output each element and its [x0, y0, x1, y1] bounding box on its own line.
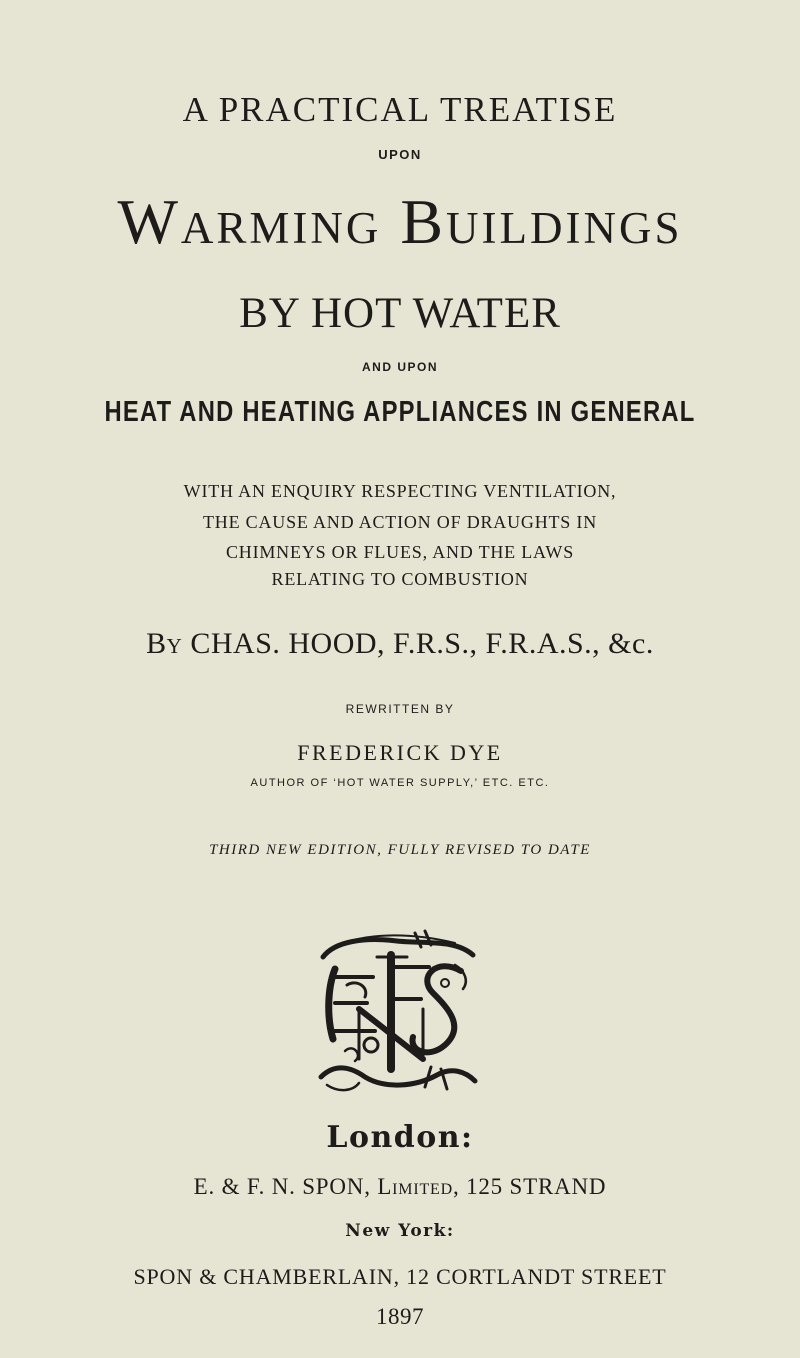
title-line-warming-buildings: Warming Buildings [117, 186, 683, 257]
reviser-note: AUTHOR OF ‘HOT WATER SUPPLY,’ ETC. ETC. [250, 777, 550, 789]
title-and-upon: AND UPON [361, 360, 438, 374]
imprint-london-publisher-limited: Limited, [377, 1174, 460, 1199]
subtitle-line-2: THE CAUSE AND ACTION OF DRAUGHTS IN [202, 512, 597, 532]
imprint-newyork-label: New York: [345, 1221, 455, 1241]
imprint-london-publisher-prefix: E. & F. N. SPON, [193, 1174, 371, 1199]
author-by: By [146, 627, 183, 660]
reviser-name: FREDERICK DYE [297, 740, 503, 765]
title-line-by-hot-water: BY HOT WATER [239, 290, 561, 337]
author-line [0, 629, 800, 659]
publisher-monogram-icon [305, 927, 485, 1095]
title-line-heating-appliances: HEAT AND HEATING APPLIANCES IN GENERAL [104, 396, 696, 428]
imprint-year: 1897 [376, 1304, 424, 1329]
title-line-practical-treatise: A PRACTICAL TREATISE [182, 90, 618, 129]
subtitle-line-1: WITH AN ENQUIRY RESPECTING VENTILATION, [183, 481, 617, 501]
author-name: CHAS. HOOD, F.R.S., F.R.A.S., &c. [190, 627, 654, 660]
title-upon: UPON [378, 147, 422, 162]
imprint-london-publisher [0, 1175, 800, 1198]
imprint-newyork-publisher: SPON & CHAMBERLAIN, 12 CORTLANDT STREET [133, 1264, 667, 1289]
imprint-london-label: London: [326, 1120, 474, 1155]
imprint-london-address: 125 STRAND [466, 1174, 607, 1199]
edition-statement: THIRD NEW EDITION, FULLY REVISED TO DATE [209, 842, 591, 858]
subtitle-line-4: RELATING TO COMBUSTION [271, 569, 529, 589]
subtitle-line-3: CHIMNEYS OR FLUES, AND THE LAWS [225, 542, 575, 562]
reviser-label: REWRITTEN BY [345, 702, 455, 716]
